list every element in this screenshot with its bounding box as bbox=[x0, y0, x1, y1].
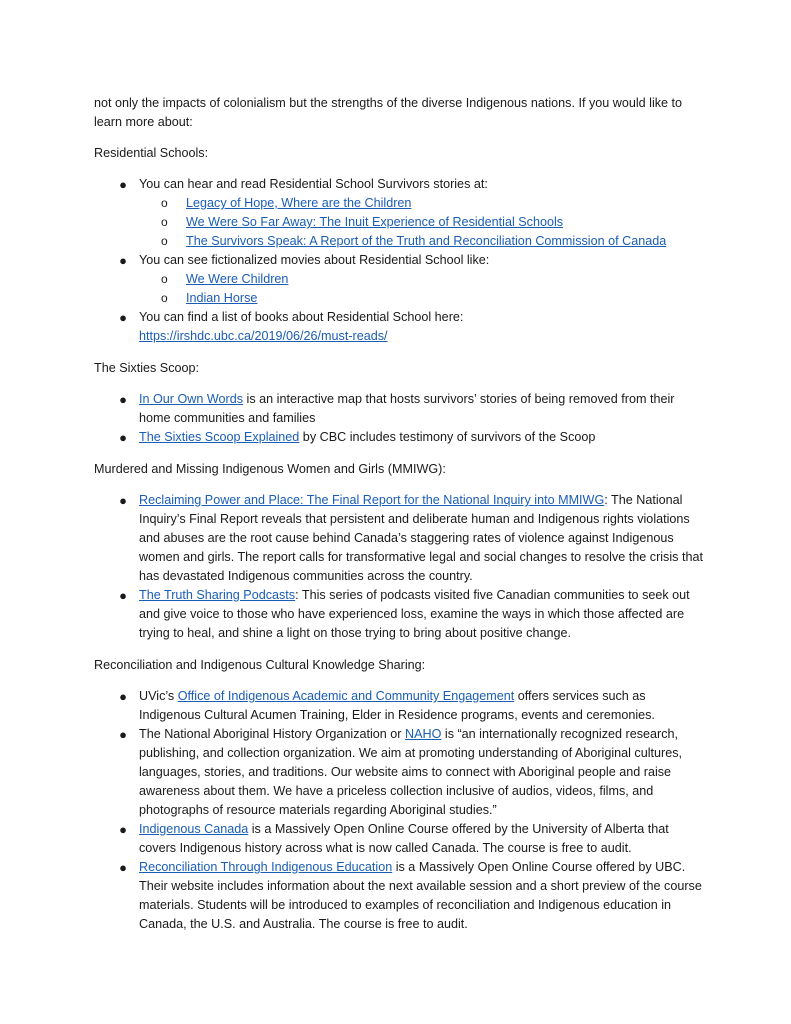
circle-bullet-icon: o bbox=[161, 272, 168, 286]
link-reclaiming-power-and-place[interactable]: Reclaiming Power and Place: The Final Report for the National Inquiry into MMIWG bbox=[139, 493, 605, 507]
circle-bullet-icon: o bbox=[161, 215, 168, 229]
reconciliation-list bbox=[94, 687, 706, 934]
link-survivors-speak[interactable]: The Survivors Speak: A Report of the Truth and Reconciliation Commission of Canada bbox=[186, 234, 667, 248]
list-item-text: offers services such as Indigenous Cultural Acumen Training, Elder in Residence programs, events and ceremonies. bbox=[139, 689, 655, 722]
circle-bullet-icon: o bbox=[161, 196, 168, 210]
link-we-were-so-far-away[interactable]: We Were So Far Away: The Inuit Experience of Residential Schools bbox=[186, 215, 564, 229]
sublist-survivor-stories bbox=[139, 194, 706, 251]
bullet-icon: ● bbox=[119, 310, 127, 325]
list-item-text: is a Massively Open Online Course offered by the University of Alberta that covers Indigenous history across what is now called Canada. The course is free to audit. bbox=[139, 822, 669, 855]
bullet-icon: ● bbox=[119, 860, 127, 875]
bullet-icon: ● bbox=[119, 822, 127, 837]
list-item-text: by CBC includes testimony of survivors of the Scoop bbox=[299, 430, 596, 444]
link-legacy-of-hope[interactable]: Legacy of Hope, Where are the Children bbox=[186, 196, 412, 210]
link-we-were-children[interactable]: We Were Children bbox=[186, 272, 289, 286]
list-item-prefix: UVic’s bbox=[139, 689, 178, 703]
link-book-list-url[interactable]: https://irshdc.ubc.ca/2019/06/26/must-reads/ bbox=[139, 329, 388, 343]
link-indian-horse[interactable]: Indian Horse bbox=[186, 291, 258, 305]
bullet-icon: ● bbox=[119, 177, 127, 192]
sublist-item bbox=[139, 232, 706, 251]
bullet-icon: ● bbox=[119, 493, 127, 508]
sublist-item bbox=[139, 270, 706, 289]
circle-bullet-icon: o bbox=[161, 234, 168, 248]
list-item bbox=[94, 725, 706, 820]
list-item bbox=[94, 858, 706, 934]
list-item bbox=[94, 586, 706, 643]
list-item bbox=[94, 428, 706, 447]
bullet-icon: ● bbox=[119, 727, 127, 742]
mmiwg-list bbox=[94, 491, 706, 643]
heading-residential-schools: Residential Schools: bbox=[94, 146, 209, 160]
heading-sixties-scoop: The Sixties Scoop: bbox=[94, 361, 199, 375]
link-office-of-indigenous-academic[interactable]: Office of Indigenous Academic and Community Engagement bbox=[177, 689, 515, 703]
heading-mmiwg: Murdered and Missing Indigenous Women and Girls (MMIWG): bbox=[94, 462, 446, 476]
list-item bbox=[94, 308, 706, 346]
list-item bbox=[94, 251, 706, 308]
intro-paragraph: not only the impacts of colonialism but the strengths of the diverse Indigenous nations. If you would like to learn more about: bbox=[94, 96, 683, 129]
list-item-text: : This series of podcasts visited five Canadian communities to seek out and give voice to those who have experienced loss, examine the ways in which those affected are trying to heal, and shine a light on those trying to bring about positive change. bbox=[139, 588, 690, 640]
link-sixties-scoop-explained[interactable]: The Sixties Scoop Explained bbox=[139, 430, 300, 444]
bullet-icon: ● bbox=[119, 253, 127, 268]
list-item-text: is a Massively Open Online Course offered by UBC. Their website includes information about the next available session and a short preview of the course materials. Students will be introduced to examples of reconciliation and Indigenous education in Canada, the U.S. and Australia. The course is free to audit. bbox=[139, 860, 702, 931]
list-item-text: You can see fictionalized movies about Residential School like: bbox=[139, 253, 490, 267]
sixties-list bbox=[94, 390, 706, 447]
list-item-text: is “an internationally recognized research, publishing, and collection organization. We aim at promoting understanding of Aboriginal cultures, languages, stories, and traditions. Our website aims to connect with Aboriginal people and raise awareness about them. We have a priceless collection inclusive of audios, videos, films, and photographs of resource materials regarding Aboriginal studies.” bbox=[139, 727, 683, 817]
page-content bbox=[94, 94, 706, 947]
link-truth-sharing-podcasts[interactable]: The Truth Sharing Podcasts bbox=[139, 588, 296, 602]
sublist-item bbox=[139, 289, 706, 308]
bullet-icon: ● bbox=[119, 588, 127, 603]
list-item bbox=[94, 820, 706, 858]
bullet-icon: ● bbox=[119, 430, 127, 445]
list-item bbox=[94, 175, 706, 251]
residential-list bbox=[94, 175, 706, 346]
link-naho[interactable]: NAHO bbox=[405, 727, 442, 741]
link-reconciliation-through-education[interactable]: Reconciliation Through Indigenous Education bbox=[139, 860, 393, 874]
link-indigenous-canada[interactable]: Indigenous Canada bbox=[139, 822, 249, 836]
list-item-prefix: The National Aboriginal History Organization or bbox=[139, 727, 405, 741]
list-item-text: You can hear and read Residential School Survivors stories at: bbox=[139, 177, 488, 191]
sublist-item bbox=[139, 194, 706, 213]
sublist-movies bbox=[139, 270, 706, 308]
heading-reconciliation: Reconciliation and Indigenous Cultural Knowledge Sharing: bbox=[94, 658, 426, 672]
bullet-icon: ● bbox=[119, 689, 127, 704]
list-item bbox=[94, 491, 706, 586]
link-in-our-own-words[interactable]: In Our Own Words bbox=[139, 392, 244, 406]
list-item bbox=[94, 390, 706, 428]
list-item bbox=[94, 687, 706, 725]
list-item-text: : The National Inquiry’s Final Report reveals that persistent and deliberate human and Indigenous rights violations and abuses are the root cause behind Canada’s staggering rates of violence against Indigenous women and girls. The report calls for transformative legal and social changes to resolve the crisis that has devastated Indigenous communities across the country. bbox=[139, 493, 703, 583]
sublist-item bbox=[139, 213, 706, 232]
circle-bullet-icon: o bbox=[161, 291, 168, 305]
list-item-text: You can find a list of books about Residential School here: bbox=[139, 310, 464, 324]
bullet-icon: ● bbox=[119, 392, 127, 407]
list-item-text: is an interactive map that hosts survivors’ stories of being removed from their home communities and families bbox=[139, 392, 675, 425]
